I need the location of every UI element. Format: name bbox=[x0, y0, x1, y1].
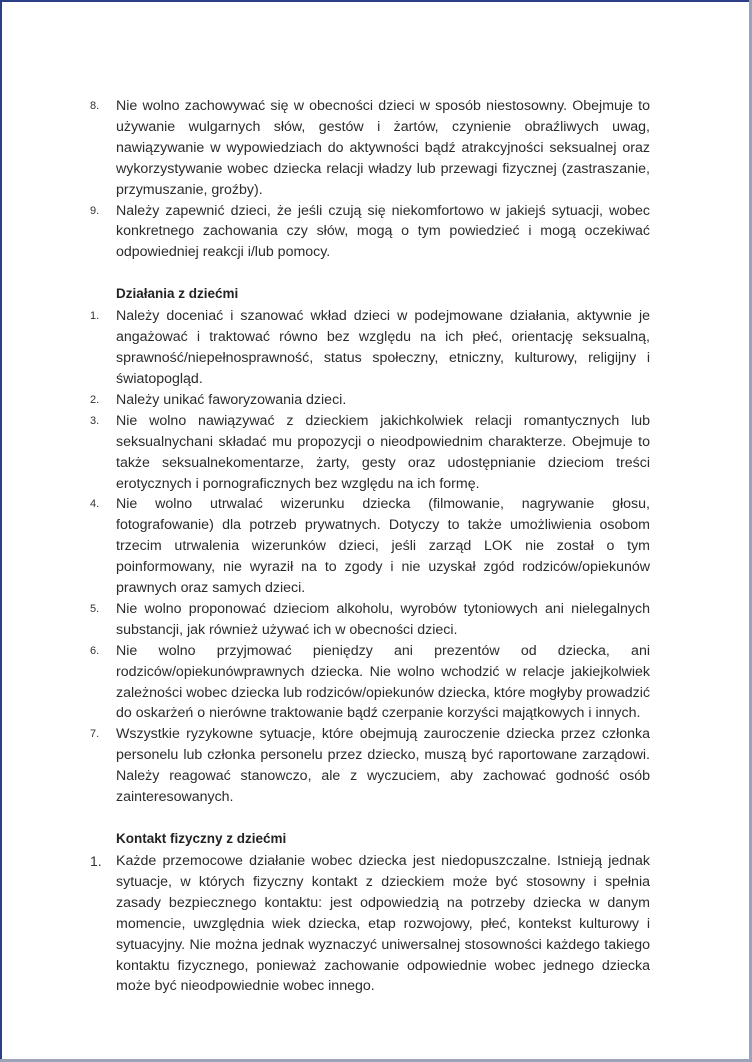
list-item bbox=[90, 306, 650, 390]
intro-rules bbox=[90, 96, 650, 263]
item-number: 8. bbox=[90, 100, 100, 112]
list-item bbox=[90, 390, 650, 411]
item-number: 6. bbox=[90, 644, 100, 657]
item-number: 5. bbox=[90, 602, 100, 615]
section-physical-contact bbox=[90, 828, 650, 997]
item-number: 9. bbox=[90, 204, 100, 217]
section-activities bbox=[90, 283, 650, 808]
item-number: 7. bbox=[90, 728, 100, 741]
list-item bbox=[90, 96, 650, 201]
item-number: 1. bbox=[90, 310, 100, 323]
list-item bbox=[90, 201, 650, 264]
item-number: 2. bbox=[90, 393, 100, 406]
intro-list bbox=[90, 96, 650, 263]
list-item bbox=[90, 641, 650, 725]
section-heading: Kontakt fizyczny z dziećmi bbox=[116, 831, 287, 846]
activities-list bbox=[90, 306, 650, 808]
item-text: Należy doceniać i szanować wkład dzieci w podejmowane działania, aktywnie je angażować i traktować równo bez względu na ich płeć, orientację seksualną, sprawność/niepełnosprawność, status społeczny, etniczny, kulturowy, religijny i światopogląd. bbox=[116, 308, 650, 387]
page-content bbox=[90, 96, 650, 1017]
item-text: Należy zapewnić dzieci, że jeśli czują się niekomfortowo w jakiejś sytuacji, wobec konkretnego zachowania czy słów, mogą o tym powiedzieć i mogą oczekiwać odpowiedniej reakcji i/lub pomocy. bbox=[116, 202, 650, 261]
section-heading: Działania z dziećmi bbox=[116, 286, 239, 302]
item-text: Wszystkie ryzykowne sytuacje, które obejmują zauroczenie dziecka przez członka personelu lub członka personelu przez dziecko, muszą być raportowane zarządowi. Należy reagować stanowczo, ale z wyczuciem, aby zachować godność osób zainteresowanych. bbox=[116, 726, 650, 806]
item-number: 1. bbox=[90, 853, 102, 869]
item-text: Każde przemocowe działanie wobec dziecka jest niedopuszczalne. Istnieją jednak sytuacje, w których fizyczny kontakt z dzieckiem może być stosowny i spełnia zasady bezpiecznego kontaktu: jest odpowiedzią na potrzeby dziecka w danym momencie, uwzględnia wiek dziecka, etap rozwojowy, płeć, kontekst kulturowy i sytuacyjny. Nie można jednak wyznaczyć uniwersalnej stosowności każdego takiego kontaktu fizycznego, ponieważ zachowanie odpowiednie wobec jednego dziecka może być nieodpowiednie wobec innego. bbox=[116, 853, 650, 995]
item-text: Nie wolno zachowywać się w obecności dzieci w sposób niestosowny. Obejmuje to używanie wulgarnych słów, gestów i żartów, czynienie obraźliwych uwag, nawiązywanie w wypowiedziach do aktywności bądź atrakcyjności seksualnej oraz wykorzystywanie wobec dziecka relacji władzy lub przewagi fizycznej (zastraszanie, przymuszanie, groźby). bbox=[116, 98, 650, 198]
item-text: Nie wolno przyjmować pieniędzy ani prezentów od dziecka, ani rodziców/opiekunówprawnych dziecka. Nie wolno wchodzić w relacje jakiejkolwiek zależności wobec dziecka lub rodziców/opiekunów dziecka, które mogłyby prowadzić do oskarżeń o nierówne traktowanie bądź czerpanie korzyści majątkowych i innych. bbox=[116, 642, 650, 722]
list-item bbox=[90, 599, 650, 641]
list-item bbox=[90, 411, 650, 495]
item-number: 4. bbox=[90, 498, 100, 511]
item-number: 3. bbox=[90, 414, 100, 427]
list-item bbox=[90, 724, 650, 808]
physical-contact-list bbox=[90, 851, 650, 997]
item-text: Nie wolno nawiązywać z dzieckiem jakichkolwiek relacji romantycznych lub seksualnychani składać mu propozycji o nieodpowiednim charakterze. Obejmuje to także seksualnekomentarze, żarty, gesty oraz udostępnianie dzieciom treści erotycznych i pornograficznych bez względu na ich formę. bbox=[116, 412, 650, 492]
item-text: Nie wolno utrwalać wizerunku dziecka (filmowanie, nagrywanie głosu, fotografowanie) dla potrzeb prywatnych. Dotyczy to także umożliwienia osobom trzecim utrwalenia wizerunków dzieci, jeśli zarząd LOK nie został o tym poinformowany, nie wyraził na to zgody i nie uzyskał zgód rodziców/opiekunów prawnych oraz samych dzieci. bbox=[116, 496, 650, 597]
item-text: Nie wolno proponować dzieciom alkoholu, wyrobów tytoniowych ani nielegalnych substancji, jak również używać ich w obecności dzieci. bbox=[116, 600, 650, 638]
list-item bbox=[90, 494, 650, 599]
item-text: Należy unikać faworyzowania dzieci. bbox=[116, 391, 347, 408]
list-item bbox=[90, 851, 650, 997]
